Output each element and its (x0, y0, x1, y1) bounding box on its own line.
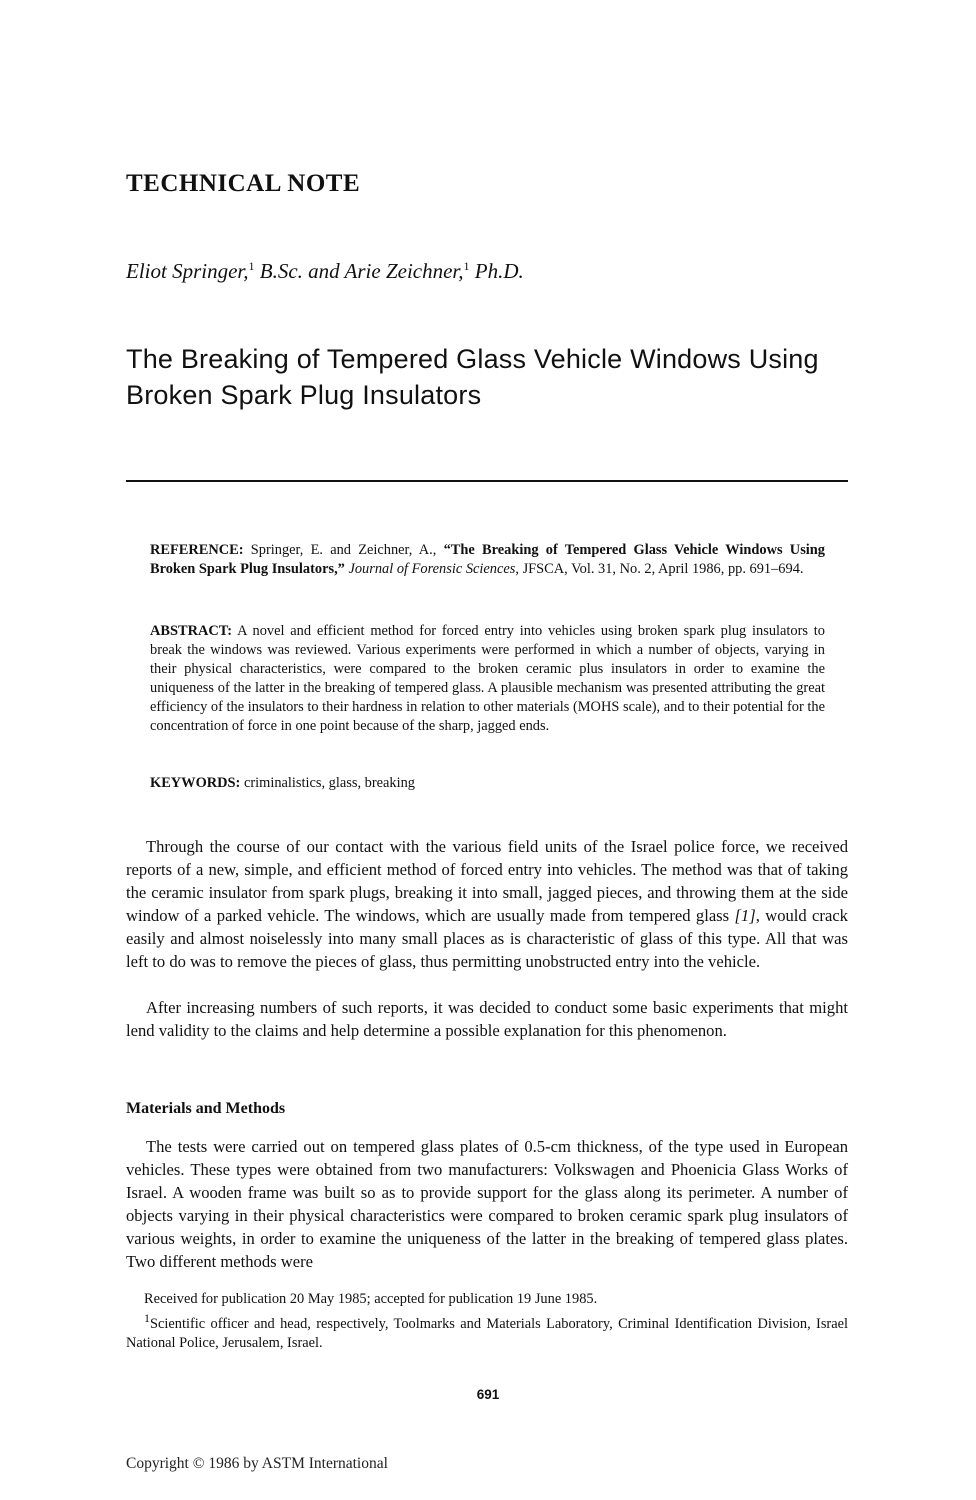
abstract-paragraph (150, 622, 825, 736)
citation-ref-1: [1] (734, 906, 756, 925)
keywords-text: criminalistics, glass, breaking (240, 775, 416, 791)
author-1-degree: B.Sc. (254, 259, 303, 283)
copyright-notice: Copyright © 1986 by ASTM International (126, 1455, 388, 1472)
author-line (126, 259, 524, 284)
abstract-label: ABSTRACT: (150, 623, 233, 639)
article-title: The Breaking of Tempered Glass Vehicle Windows Using Broken Spark Plug Insulators (126, 344, 819, 410)
footnote-affiliation-text: Scientific officer and head, respectively, Toolmarks and Materials Laboratory, Criminal Identification Division, Israel National Police, Jerusalem, Israel. (126, 1315, 848, 1351)
reference-article-title: “The Breaking of Tempered Glass Vehicle Windows Using Broken Spark Plug Insulators,” (150, 542, 825, 577)
abstract-text: A novel and efficient method for forced entry into vehicles using broken spark plug insulators to break the windows was reviewed. Various experiments were performed in which a number of objects, varying in their physical characteristics, were compared to the broken ceramic plus insulators in order to examine the uniqueness of the latter in the breaking of tempered glass. A plausible mechanism was presented attributing the great efficiency of the insulators to their hardness in relation to other materials (MOHS scale), and to their potential for the concentration of force in one point because of the sharp, jagged ends. (150, 623, 825, 734)
paragraph-2-text: After increasing numbers of such reports, it was decided to conduct some basic experiments that might lend validity to the claims and help determine a possible explanation for this phenomenon. (126, 998, 848, 1040)
title-divider (126, 480, 848, 482)
paragraph-1-text-b: , would crack easily and almost noiselessly into many small places as is characteristic of glass of this type. All that was left to do was to remove the pieces of glass, thus permitting unobstructed entry into the vehicle. (126, 906, 848, 971)
reference-label: REFERENCE: (150, 542, 244, 558)
author-1-name: Eliot Springer, (126, 259, 249, 283)
author-2-name: Arie Zeichner, (344, 259, 464, 283)
body-paragraph-1 (126, 835, 848, 973)
footnote-received: Received for publication 20 May 1985; accepted for publication 19 June 1985. (144, 1291, 598, 1307)
reference-details: , JFSCA, Vol. 31, No. 2, April 1986, pp. 691–694. (515, 561, 804, 577)
paragraph-3-text: The tests were carried out on tempered glass plates of 0.5-cm thickness, of the type used in European vehicles. These types were obtained from two manufacturers: Volkswagen and Phoenicia Glass Works of Israel. A wooden frame was built so as to provide support for the glass along its perimeter. A number of objects varying in their physical characteristics were compared to broken ceramic spark plug insulators of various weights, in order to examine the uniqueness of the latter in the breaking of tempered glass plates. Two different methods were (126, 1137, 848, 1271)
reference-journal: Journal of Forensic Sciences (344, 561, 516, 577)
page-number: 691 (476, 1387, 500, 1402)
body-paragraph-3 (126, 1135, 848, 1273)
author-2-degree: Ph.D. (469, 259, 524, 283)
footnote-affiliation-marker: 1 (144, 1311, 150, 1325)
reference-paragraph (150, 541, 825, 579)
reference-authors: Springer, E. and Zeichner, A., (243, 542, 444, 558)
author-1-footnote-marker: 1 (248, 259, 255, 273)
keywords-paragraph (150, 774, 825, 793)
author-2-footnote-marker: 1 (463, 259, 470, 273)
footnotes (126, 1290, 848, 1353)
body-paragraph-2 (126, 996, 848, 1042)
footnote-affiliation (126, 1309, 848, 1353)
article-type-label: TECHNICAL NOTE (126, 170, 361, 197)
paragraph-1-text-a: Through the course of our contact with the various field units of the Israel police force, we received reports of a new, simple, and efficient method of forced entry into vehicles. The method was that of taking the ceramic insulator from spark plugs, breaking it into small, jagged pieces, and throwing them at the side window of a parked vehicle. The windows, which are usually made from tempered glass (126, 837, 848, 925)
section-heading: Materials and Methods (126, 1100, 286, 1117)
keywords-label: KEYWORDS: (150, 775, 241, 791)
author-connector: and (302, 259, 345, 283)
